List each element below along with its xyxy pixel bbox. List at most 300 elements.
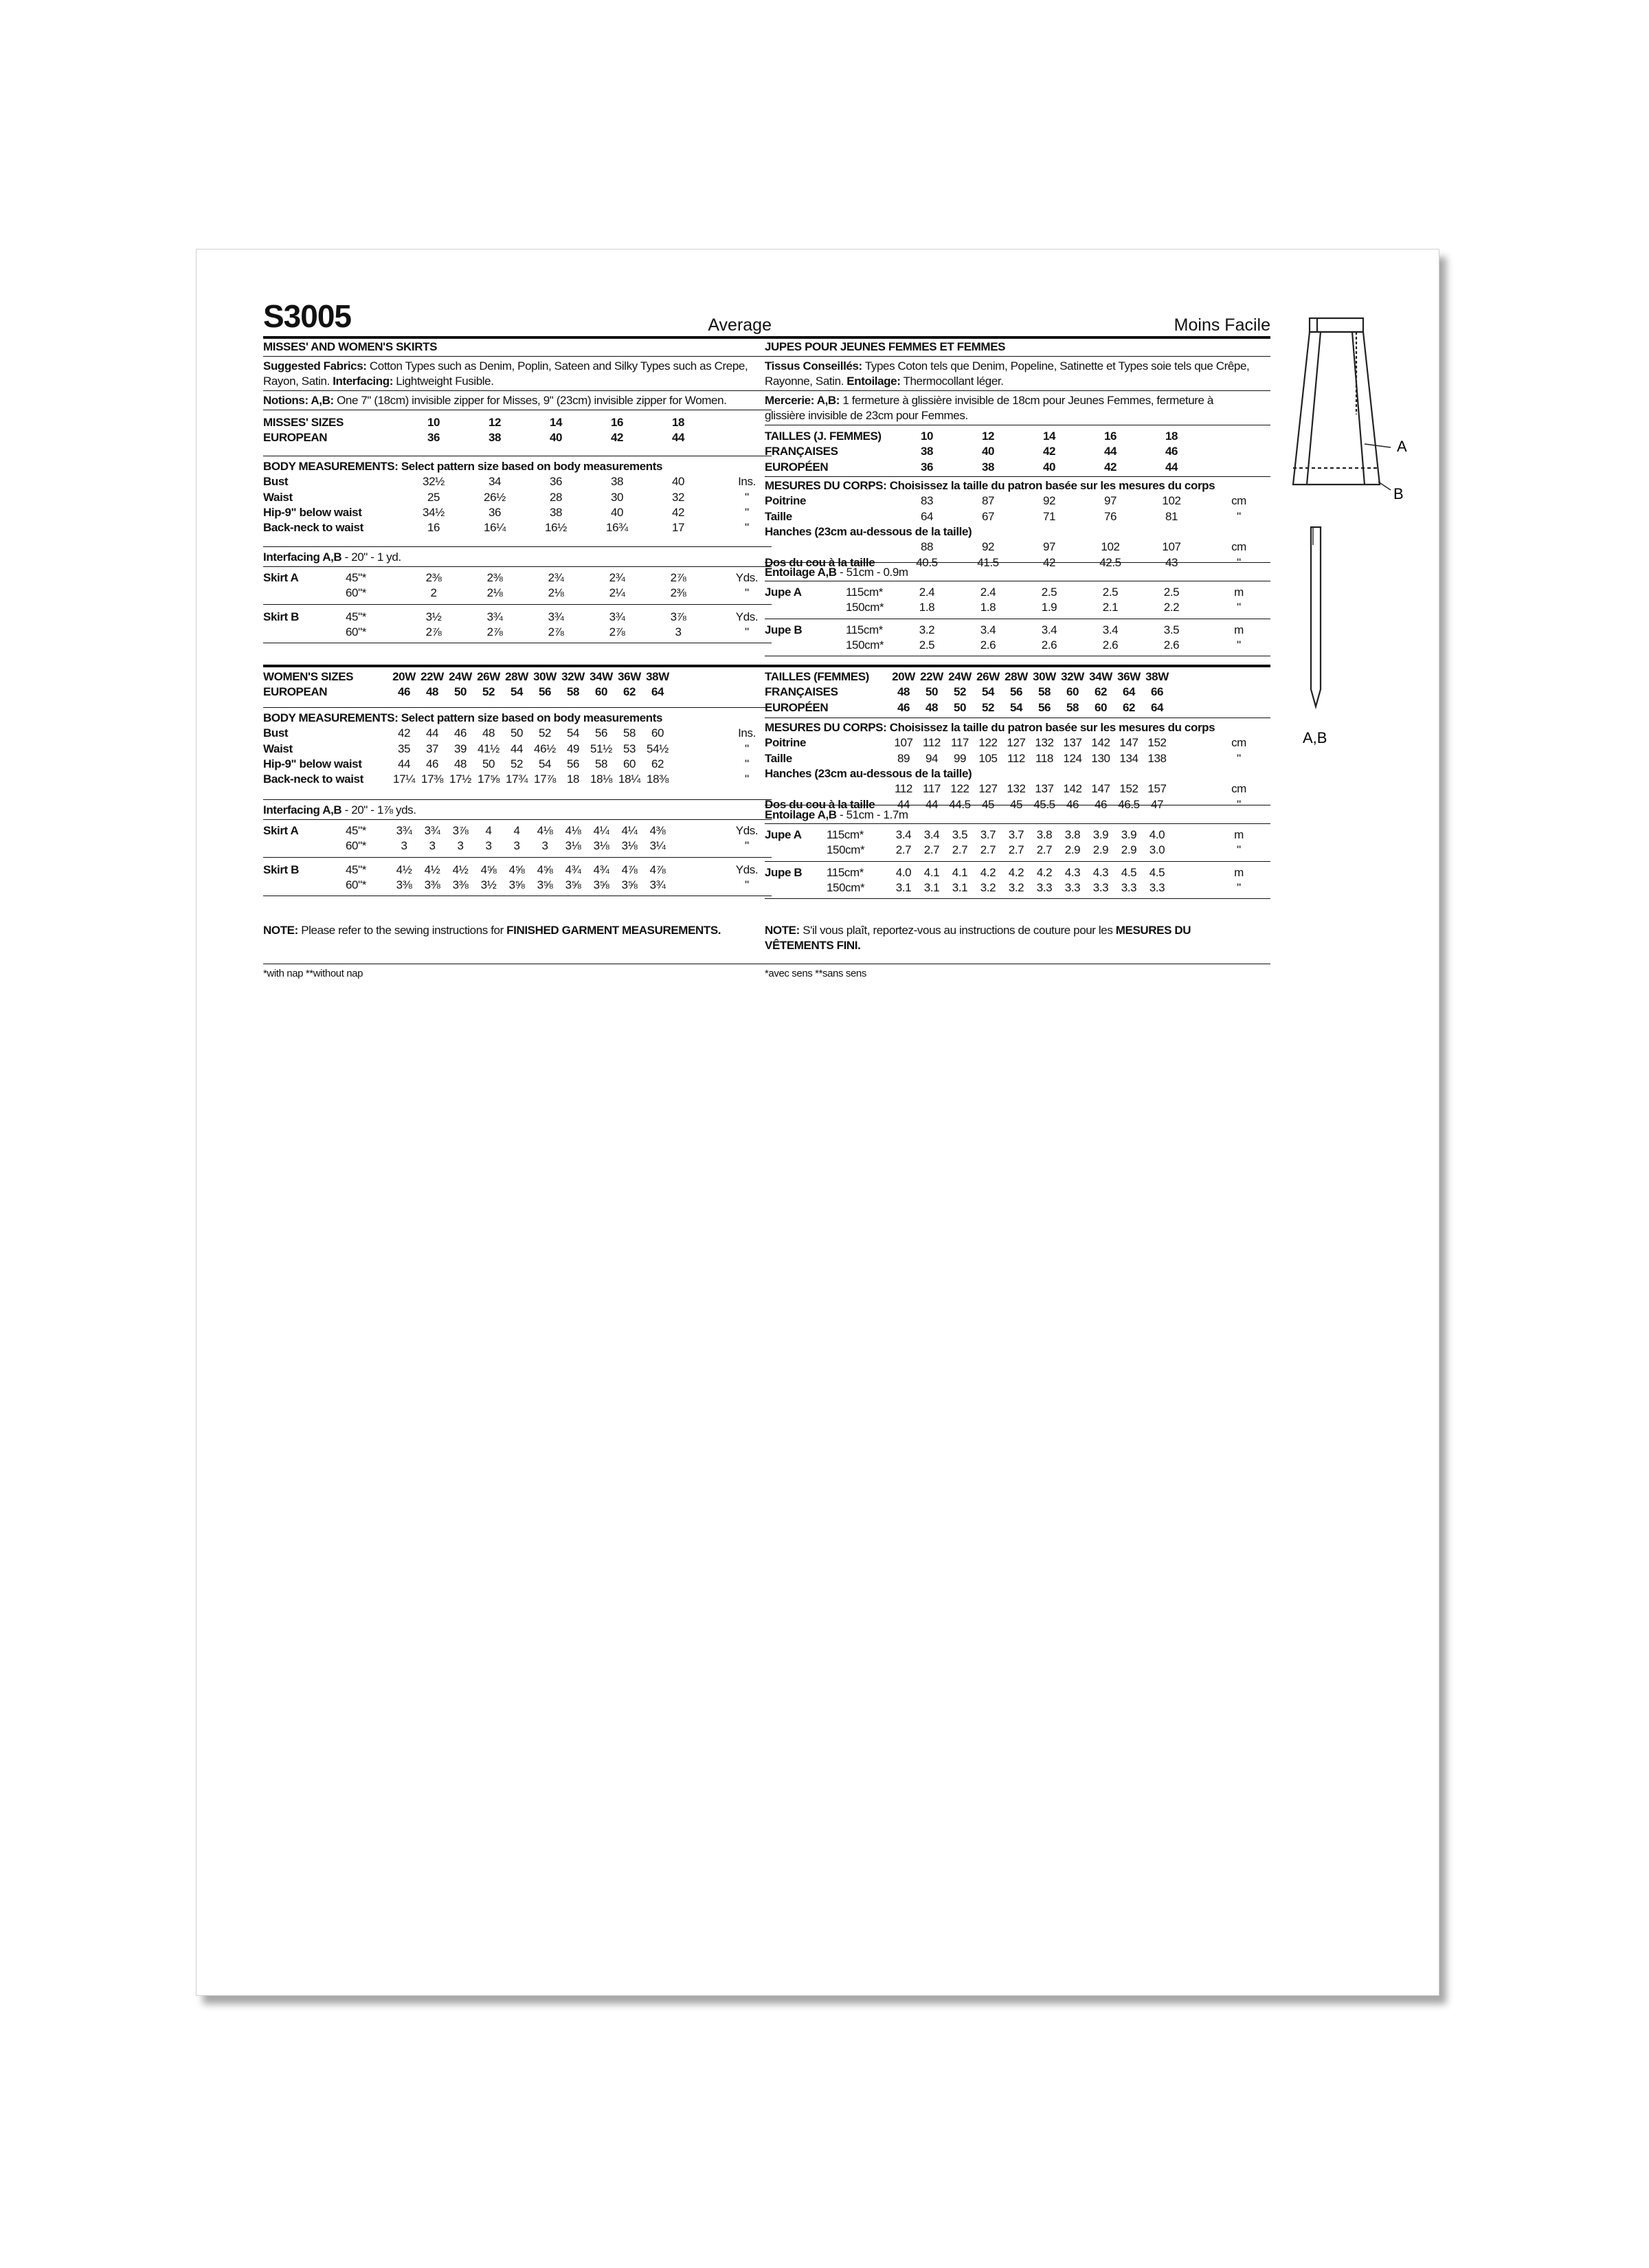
yardage-cell: 3.7 <box>980 828 996 841</box>
measurement-cell: 17⅜ <box>421 772 443 786</box>
measurement-cell: 17⅝ <box>478 772 500 786</box>
interfacing-label: Interfacing: <box>333 375 393 388</box>
rule <box>765 356 1270 357</box>
yardage-cell: 3.2 <box>980 880 996 894</box>
yardage-cell: 2.9 <box>1092 843 1109 857</box>
rule <box>263 819 772 820</box>
measurement-cell: 46.5 <box>1118 797 1140 811</box>
fabric-width: 115cm* <box>827 828 864 841</box>
measurement-cell: 35 <box>397 742 411 755</box>
measurement-label: Hip-9" below waist <box>263 757 362 770</box>
view-label: Skirt A <box>263 824 299 837</box>
yardage-cell: 3 <box>401 839 407 853</box>
measurement-cell: 47 <box>1150 797 1164 811</box>
measurement-cell: 107 <box>894 736 913 750</box>
europeen-cell: 60 <box>1094 700 1108 714</box>
yardage-cell: 3 <box>429 839 436 853</box>
francaises-label: FRANÇAISES <box>765 445 838 458</box>
unit-cell: Yds. <box>735 824 759 837</box>
measurement-cell: 54 <box>538 757 552 770</box>
yardage-cell: 3⅝ <box>593 878 609 891</box>
measurement-cell: 117 <box>923 782 941 796</box>
measurement-cell: 17 <box>671 521 685 535</box>
yardage-cell: 2.7 <box>895 843 912 857</box>
size-cell: 28W <box>505 670 528 683</box>
yardage-cell: 4¾ <box>565 863 581 876</box>
yardage-cell: 3½ <box>480 878 497 891</box>
unit-cell: m <box>1234 828 1244 841</box>
yardage-cell: 2.9 <box>1064 843 1081 857</box>
yardage-cell: 4 <box>513 824 520 837</box>
measurement-cell: 58 <box>622 726 636 740</box>
yardage-cell: 2.6 <box>1041 638 1057 652</box>
measurement-cell: 44 <box>510 742 524 755</box>
europeen-cell: 40 <box>1042 460 1056 474</box>
yardage-cell: 3.4 <box>895 828 912 841</box>
size-cell: 28W <box>1005 670 1028 683</box>
body-measurements-heading: BODY MEASUREMENTS: Select pattern size based on body measurements <box>263 460 663 473</box>
interfacing-label: Entoilage A,B <box>765 566 837 579</box>
fabric-width: 150cm* <box>827 843 865 857</box>
rule <box>263 857 772 858</box>
size-cell: 38W <box>1145 670 1169 683</box>
measurement-cell: 45 <box>1009 797 1023 811</box>
european-cell: 48 <box>425 685 439 699</box>
rule <box>765 390 1270 391</box>
yardage-cell: 2.7 <box>1036 843 1053 857</box>
measurement-cell: 71 <box>1042 509 1056 523</box>
view-b-label: B <box>1393 485 1404 502</box>
size-cell: 14 <box>549 416 563 429</box>
francaises-cell: 52 <box>953 685 967 699</box>
size-cell: 30W <box>1033 670 1056 683</box>
measurement-cell: 32½ <box>423 475 445 489</box>
european-cell: 38 <box>488 431 502 445</box>
europeen-cell: 56 <box>1037 700 1051 714</box>
measurement-cell: 38 <box>610 475 624 489</box>
yardage-cell: 3.1 <box>895 880 912 894</box>
francaises-cell: 66 <box>1150 685 1164 699</box>
measurement-cell: 102 <box>1162 494 1181 508</box>
yardage-cell: 4½ <box>396 863 412 876</box>
yardage-cell: 4⅞ <box>621 863 638 876</box>
yardage-cell: 3.3 <box>1036 880 1053 894</box>
measurement-cell: 43 <box>1165 555 1178 569</box>
yardage-cell: 4.1 <box>952 865 968 879</box>
measurement-cell: 32 <box>671 490 685 504</box>
skirt-flat-icon <box>1293 318 1380 485</box>
measurement-cell: 28 <box>549 490 563 504</box>
measurement-cell: 92 <box>981 540 995 554</box>
measurement-cell: 56 <box>566 757 580 770</box>
note-bold: FINISHED GARMENT MEASUREMENTS. <box>506 924 721 937</box>
interfacing-text: - 20" - 1⅞ yds. <box>341 803 416 816</box>
measurement-cell: 112 <box>923 736 941 750</box>
unit-cell: " <box>745 878 749 891</box>
yardage-cell: 3⅞ <box>670 610 686 623</box>
rule <box>765 898 1270 899</box>
note-line-2-fr: VÊTEMENTS FINI. <box>765 939 861 952</box>
measurement-cell: 40 <box>610 505 624 519</box>
pattern-title: MISSES' AND WOMEN'S SKIRTS <box>263 340 438 353</box>
measurement-cell: 42 <box>397 726 411 740</box>
yardage-cell: 3 <box>513 839 520 853</box>
unit-cell: " <box>1237 751 1241 765</box>
measurement-cell: 53 <box>622 742 636 755</box>
note-line <box>263 924 721 937</box>
measurement-cell: 124 <box>1063 751 1082 765</box>
yardage-cell: 3.3 <box>1121 880 1137 894</box>
francaises-cell: 60 <box>1066 685 1079 699</box>
sizes-label: TAILLES (FEMMES) <box>765 670 869 683</box>
fabric-width: 150cm* <box>846 638 884 652</box>
rule <box>765 476 1270 477</box>
unit-cell: cm <box>1231 540 1246 554</box>
unit-cell: cm <box>1231 736 1246 750</box>
fabrics-label: Suggested Fabrics: <box>263 359 367 373</box>
size-cell: 36W <box>1117 670 1141 683</box>
fabric-width: 45"* <box>346 610 366 623</box>
measurement-cell: 16 <box>427 521 440 535</box>
francaises-cell: 62 <box>1094 685 1108 699</box>
interfacing-label: Interfacing A,B <box>263 551 342 564</box>
yardage-cell: 3¼ <box>649 839 666 853</box>
yardage-cell: 4¾ <box>593 863 609 876</box>
yardage-cell: 1.8 <box>980 601 996 614</box>
yardage-cell: 2.5 <box>1041 586 1057 599</box>
yardage-cell: 2⅜ <box>670 586 686 600</box>
rule <box>765 823 1270 824</box>
europeen-cell: 52 <box>981 700 995 714</box>
measurement-cell: 60 <box>622 757 636 770</box>
size-cell: 16 <box>1103 430 1117 443</box>
measurement-cell: 16¾ <box>606 521 628 535</box>
european-cell: 40 <box>549 431 563 445</box>
fabric-width: 60"* <box>346 839 366 853</box>
measurement-cell: 67 <box>981 509 995 523</box>
europeen-cell: 58 <box>1066 700 1079 714</box>
size-cell: 18 <box>671 416 685 429</box>
measurement-cell: 137 <box>1035 782 1054 796</box>
unit-cell: Yds. <box>735 571 759 584</box>
fabric-width: 60"* <box>346 625 366 638</box>
europeen-cell: 64 <box>1150 700 1164 714</box>
yardage-cell: 3 <box>541 839 548 853</box>
rule <box>263 799 772 800</box>
unit-cell: " <box>1237 601 1241 614</box>
yardage-cell: 3⅜ <box>452 878 469 891</box>
fabrics-label-fr: Tissus Conseillés: <box>765 359 862 373</box>
size-cell: 16 <box>610 416 624 429</box>
measurement-cell: 142 <box>1091 736 1110 750</box>
size-cell: 12 <box>981 430 995 443</box>
size-cell: 14 <box>1042 430 1056 443</box>
notions-line-2-fr: glissière invisible de 23cm pour Femmes. <box>765 409 968 422</box>
yardage-cell: 2.9 <box>1121 843 1137 857</box>
measurement-cell: 105 <box>978 751 998 765</box>
measurement-cell: 37 <box>425 742 439 755</box>
yardage-cell: 4.0 <box>895 865 912 879</box>
yardage-cell: 3¾ <box>609 610 625 623</box>
measurement-cell: 102 <box>1101 540 1120 554</box>
size-cell: 10 <box>427 416 440 429</box>
measurement-cell: 117 <box>951 736 969 750</box>
yardage-cell: 4.3 <box>1064 865 1081 879</box>
yardage-cell: 3¾ <box>486 610 503 623</box>
measurement-cell: 132 <box>1007 782 1026 796</box>
note-text: Please refer to the sewing instructions for <box>301 924 504 937</box>
measurement-cell: 39 <box>453 742 467 755</box>
measurement-cell: 76 <box>1103 509 1117 523</box>
unit-cell: " <box>745 772 749 786</box>
difficulty-level: Average <box>708 315 772 335</box>
unit-cell: Ins. <box>738 726 756 740</box>
yardage-cell: 3.3 <box>1064 880 1081 894</box>
view-label: Skirt A <box>263 571 299 584</box>
footnote: *with nap **without nap <box>263 968 363 979</box>
heavy-rule <box>765 336 1270 339</box>
fabric-width: 115cm* <box>846 586 883 599</box>
rule <box>263 546 772 547</box>
interfacing-label: Entoilage A,B <box>765 808 837 821</box>
interfacing-line <box>263 803 416 817</box>
sizes-label: WOMEN'S SIZES <box>263 670 354 683</box>
europeen-cell: 44 <box>1165 460 1178 474</box>
yardage-cell: 3⅜ <box>424 878 440 891</box>
pattern-envelope-back <box>196 249 1439 1996</box>
yardage-cell: 3⅝ <box>537 878 553 891</box>
unit-cell: " <box>1237 638 1241 652</box>
yardage-cell: 3⅝ <box>565 878 581 891</box>
yardage-cell: 3⅜ <box>396 878 412 891</box>
european-cell: 44 <box>671 431 685 445</box>
measurement-cell: 17⅞ <box>534 772 556 786</box>
body-measurements-heading: BODY MEASUREMENTS: Select pattern size based on body measurements <box>263 711 663 724</box>
unit-cell: Ins. <box>738 475 756 489</box>
measurement-cell: 30 <box>610 490 624 504</box>
yardage-cell: 2.6 <box>1163 638 1180 652</box>
measurement-cell: 36 <box>488 505 502 519</box>
measurement-cell: 26½ <box>484 490 506 504</box>
europeen-cell: 38 <box>981 460 995 474</box>
yardage-cell: 2.7 <box>952 843 968 857</box>
francaises-cell: 48 <box>897 685 910 699</box>
yardage-cell: 3.4 <box>923 828 940 841</box>
yardage-cell: 4 <box>485 824 492 837</box>
measurement-label: Waist <box>263 490 293 504</box>
size-cell: 18 <box>1165 430 1178 443</box>
size-cell: 24W <box>948 670 972 683</box>
measurement-label: Bust <box>263 726 289 740</box>
measurement-cell: 42.5 <box>1099 555 1121 569</box>
measurement-label: Bust <box>263 475 289 489</box>
yardage-cell: 4.2 <box>980 865 996 879</box>
rule <box>263 707 772 708</box>
francaises-cell: 42 <box>1042 445 1056 458</box>
measurement-cell: 99 <box>953 751 967 765</box>
yardage-cell: 3¾ <box>649 878 666 891</box>
measurement-cell: 46 <box>453 726 467 740</box>
size-cell: 12 <box>488 416 502 429</box>
measurement-cell: 122 <box>978 736 998 750</box>
size-cell: 32W <box>561 670 585 683</box>
european-cell: 58 <box>566 685 580 699</box>
yardage-cell: 3.0 <box>1149 843 1165 857</box>
unit-cell: " <box>745 586 749 600</box>
yardage-cell: 2.7 <box>980 843 996 857</box>
measurement-cell: 54½ <box>647 742 669 755</box>
measurement-cell: 44 <box>897 797 910 811</box>
measurement-cell: 89 <box>897 751 910 765</box>
fabric-width: 150cm* <box>846 601 884 614</box>
europeen-cell: 42 <box>1103 460 1117 474</box>
measurement-cell: 83 <box>920 494 934 508</box>
footnote-fr: *avec sens **sans sens <box>765 968 866 979</box>
measurement-cell: 41½ <box>478 742 500 755</box>
measurement-label: Poitrine <box>765 736 807 750</box>
heavy-rule <box>765 665 1270 667</box>
measurement-cell: 17¼ <box>393 772 415 786</box>
measurement-cell: 17½ <box>449 772 471 786</box>
measurement-cell: 49 <box>566 742 580 755</box>
measurement-label: Waist <box>263 742 293 755</box>
measurement-cell: 118 <box>1035 751 1053 765</box>
unit-cell: cm <box>1231 494 1246 508</box>
measurement-cell: 44 <box>425 726 439 740</box>
european-cell: 36 <box>427 431 440 445</box>
francaises-cell: 40 <box>981 445 995 458</box>
measurement-cell: 127 <box>978 782 998 796</box>
yardage-cell: 3.4 <box>980 623 996 636</box>
fabrics-text-fr: Types Coton tels que Denim, Popeline, Satinette et Types soie tels que Crêpe, <box>864 359 1250 373</box>
measurement-cell: 18¼ <box>618 772 640 786</box>
notions-text: One 7" (18cm) invisible zipper for Misses, 9" (23cm) invisible zipper for Women. <box>337 394 727 407</box>
measurement-cell: 97 <box>1042 540 1056 554</box>
fabrics-line-2 <box>263 375 494 388</box>
yardage-cell: 2.5 <box>1102 586 1119 599</box>
yardage-cell: 4.2 <box>1036 865 1053 879</box>
yardage-cell: 3.5 <box>1163 623 1180 636</box>
yardage-cell: 2⅞ <box>609 625 625 638</box>
yardage-cell: 4¼ <box>621 824 638 837</box>
fabric-width: 150cm* <box>827 880 865 894</box>
measurement-label: Back-neck to waist <box>263 772 363 786</box>
measurement-cell: 81 <box>1165 509 1178 523</box>
yardage-cell: 2⅞ <box>548 625 564 638</box>
unit-cell: " <box>745 505 749 519</box>
europeen-cell: 62 <box>1122 700 1136 714</box>
back-label: Dos du cou à la taille <box>765 797 875 811</box>
european-cell: 56 <box>538 685 552 699</box>
yardage-cell: 2⅛ <box>548 586 564 600</box>
francaises-cell: 44 <box>1103 445 1117 458</box>
note-text-fr: S'il vous plaît, reportez-vous au instructions de couture pour les <box>803 924 1113 937</box>
european-label: EUROPEAN <box>263 685 328 699</box>
unit-cell: " <box>1237 797 1241 811</box>
unit-cell: " <box>1237 843 1241 857</box>
measurement-cell: 107 <box>1162 540 1181 554</box>
unit-cell: m <box>1234 586 1244 599</box>
measurement-label: Hip-9" below waist <box>263 505 362 519</box>
fabric-width: 60"* <box>346 586 366 600</box>
body-measurements-heading: MESURES DU CORPS: Choisissez la taille du patron basée sur les mesures du corps <box>765 479 1215 492</box>
yardage-cell: 3.9 <box>1092 828 1109 841</box>
yardage-cell: 4⅝ <box>537 863 553 876</box>
measurement-cell: 45.5 <box>1033 797 1055 811</box>
europeen-cell: 46 <box>897 700 910 714</box>
measurement-cell: 64 <box>920 509 934 523</box>
europeen-cell: 54 <box>1009 700 1023 714</box>
yardage-cell: 3½ <box>425 610 442 623</box>
yardage-cell: 2¼ <box>609 586 625 600</box>
measurement-cell: 92 <box>1042 494 1056 508</box>
sizes-label: MISSES' SIZES <box>263 416 344 429</box>
yardage-cell: 2.2 <box>1163 601 1180 614</box>
unit-cell: " <box>745 521 749 535</box>
back-label: Dos du cou à la taille <box>765 555 875 569</box>
europeen-label: EUROPÉEN <box>765 700 829 714</box>
yardage-cell: 4⅞ <box>649 863 666 876</box>
notions-line-1-fr <box>765 394 1213 408</box>
unit-cell: m <box>1234 865 1244 879</box>
yardage-cell: 4.5 <box>1149 865 1165 879</box>
francaises-cell: 64 <box>1122 685 1136 699</box>
yardage-cell: 3⅛ <box>621 839 638 853</box>
measurement-cell: 157 <box>1147 782 1167 796</box>
yardage-cell: 2.5 <box>919 638 935 652</box>
notions-text-fr: 1 fermeture à glissière invisible de 18cm pour Jeunes Femmes, fermeture à <box>842 394 1213 407</box>
european-cell: 46 <box>397 685 411 699</box>
measurement-cell: 16¼ <box>484 521 506 535</box>
measurement-cell: 112 <box>1007 751 1025 765</box>
yardage-cell: 3.9 <box>1121 828 1137 841</box>
measurement-label: Back-neck to waist <box>263 521 363 535</box>
unit-cell: " <box>745 757 749 770</box>
yardage-cell: 3.4 <box>1041 623 1057 636</box>
yardage-cell: 4⅜ <box>649 824 666 837</box>
measurement-cell: 94 <box>925 751 939 765</box>
unit-cell: m <box>1234 623 1244 636</box>
fabric-width: 45"* <box>346 824 366 837</box>
measurement-cell: 52 <box>510 757 524 770</box>
rule <box>263 566 772 567</box>
view-label: Jupe A <box>765 586 802 599</box>
measurement-cell: 46½ <box>534 742 556 755</box>
european-cell: 52 <box>482 685 495 699</box>
measurement-cell: 44 <box>397 757 411 770</box>
size-cell: 22W <box>920 670 943 683</box>
yardage-cell: 3⅝ <box>508 878 525 891</box>
pattern-code: S3005 <box>263 298 352 334</box>
measurement-cell: 88 <box>920 540 934 554</box>
interfacing-label: Interfacing A,B <box>263 803 342 816</box>
rule <box>263 356 772 357</box>
view-label: Skirt B <box>263 610 299 623</box>
yardage-cell: 3⅞ <box>452 824 469 837</box>
unit-cell: Yds. <box>735 863 759 876</box>
yardage-cell: 1.8 <box>919 601 935 614</box>
francaises-cell: 38 <box>920 445 934 458</box>
european-cell: 42 <box>610 431 624 445</box>
interfacing-line <box>765 808 908 822</box>
yardage-cell: 4¼ <box>593 824 609 837</box>
measurement-cell: 50 <box>510 726 524 740</box>
yardage-cell: 2⅛ <box>486 586 503 600</box>
yardage-cell: 3.1 <box>952 880 968 894</box>
measurement-cell: 112 <box>895 782 912 796</box>
measurement-cell: 58 <box>594 757 608 770</box>
fabrics-text-2: Rayon, Satin. <box>263 375 330 388</box>
